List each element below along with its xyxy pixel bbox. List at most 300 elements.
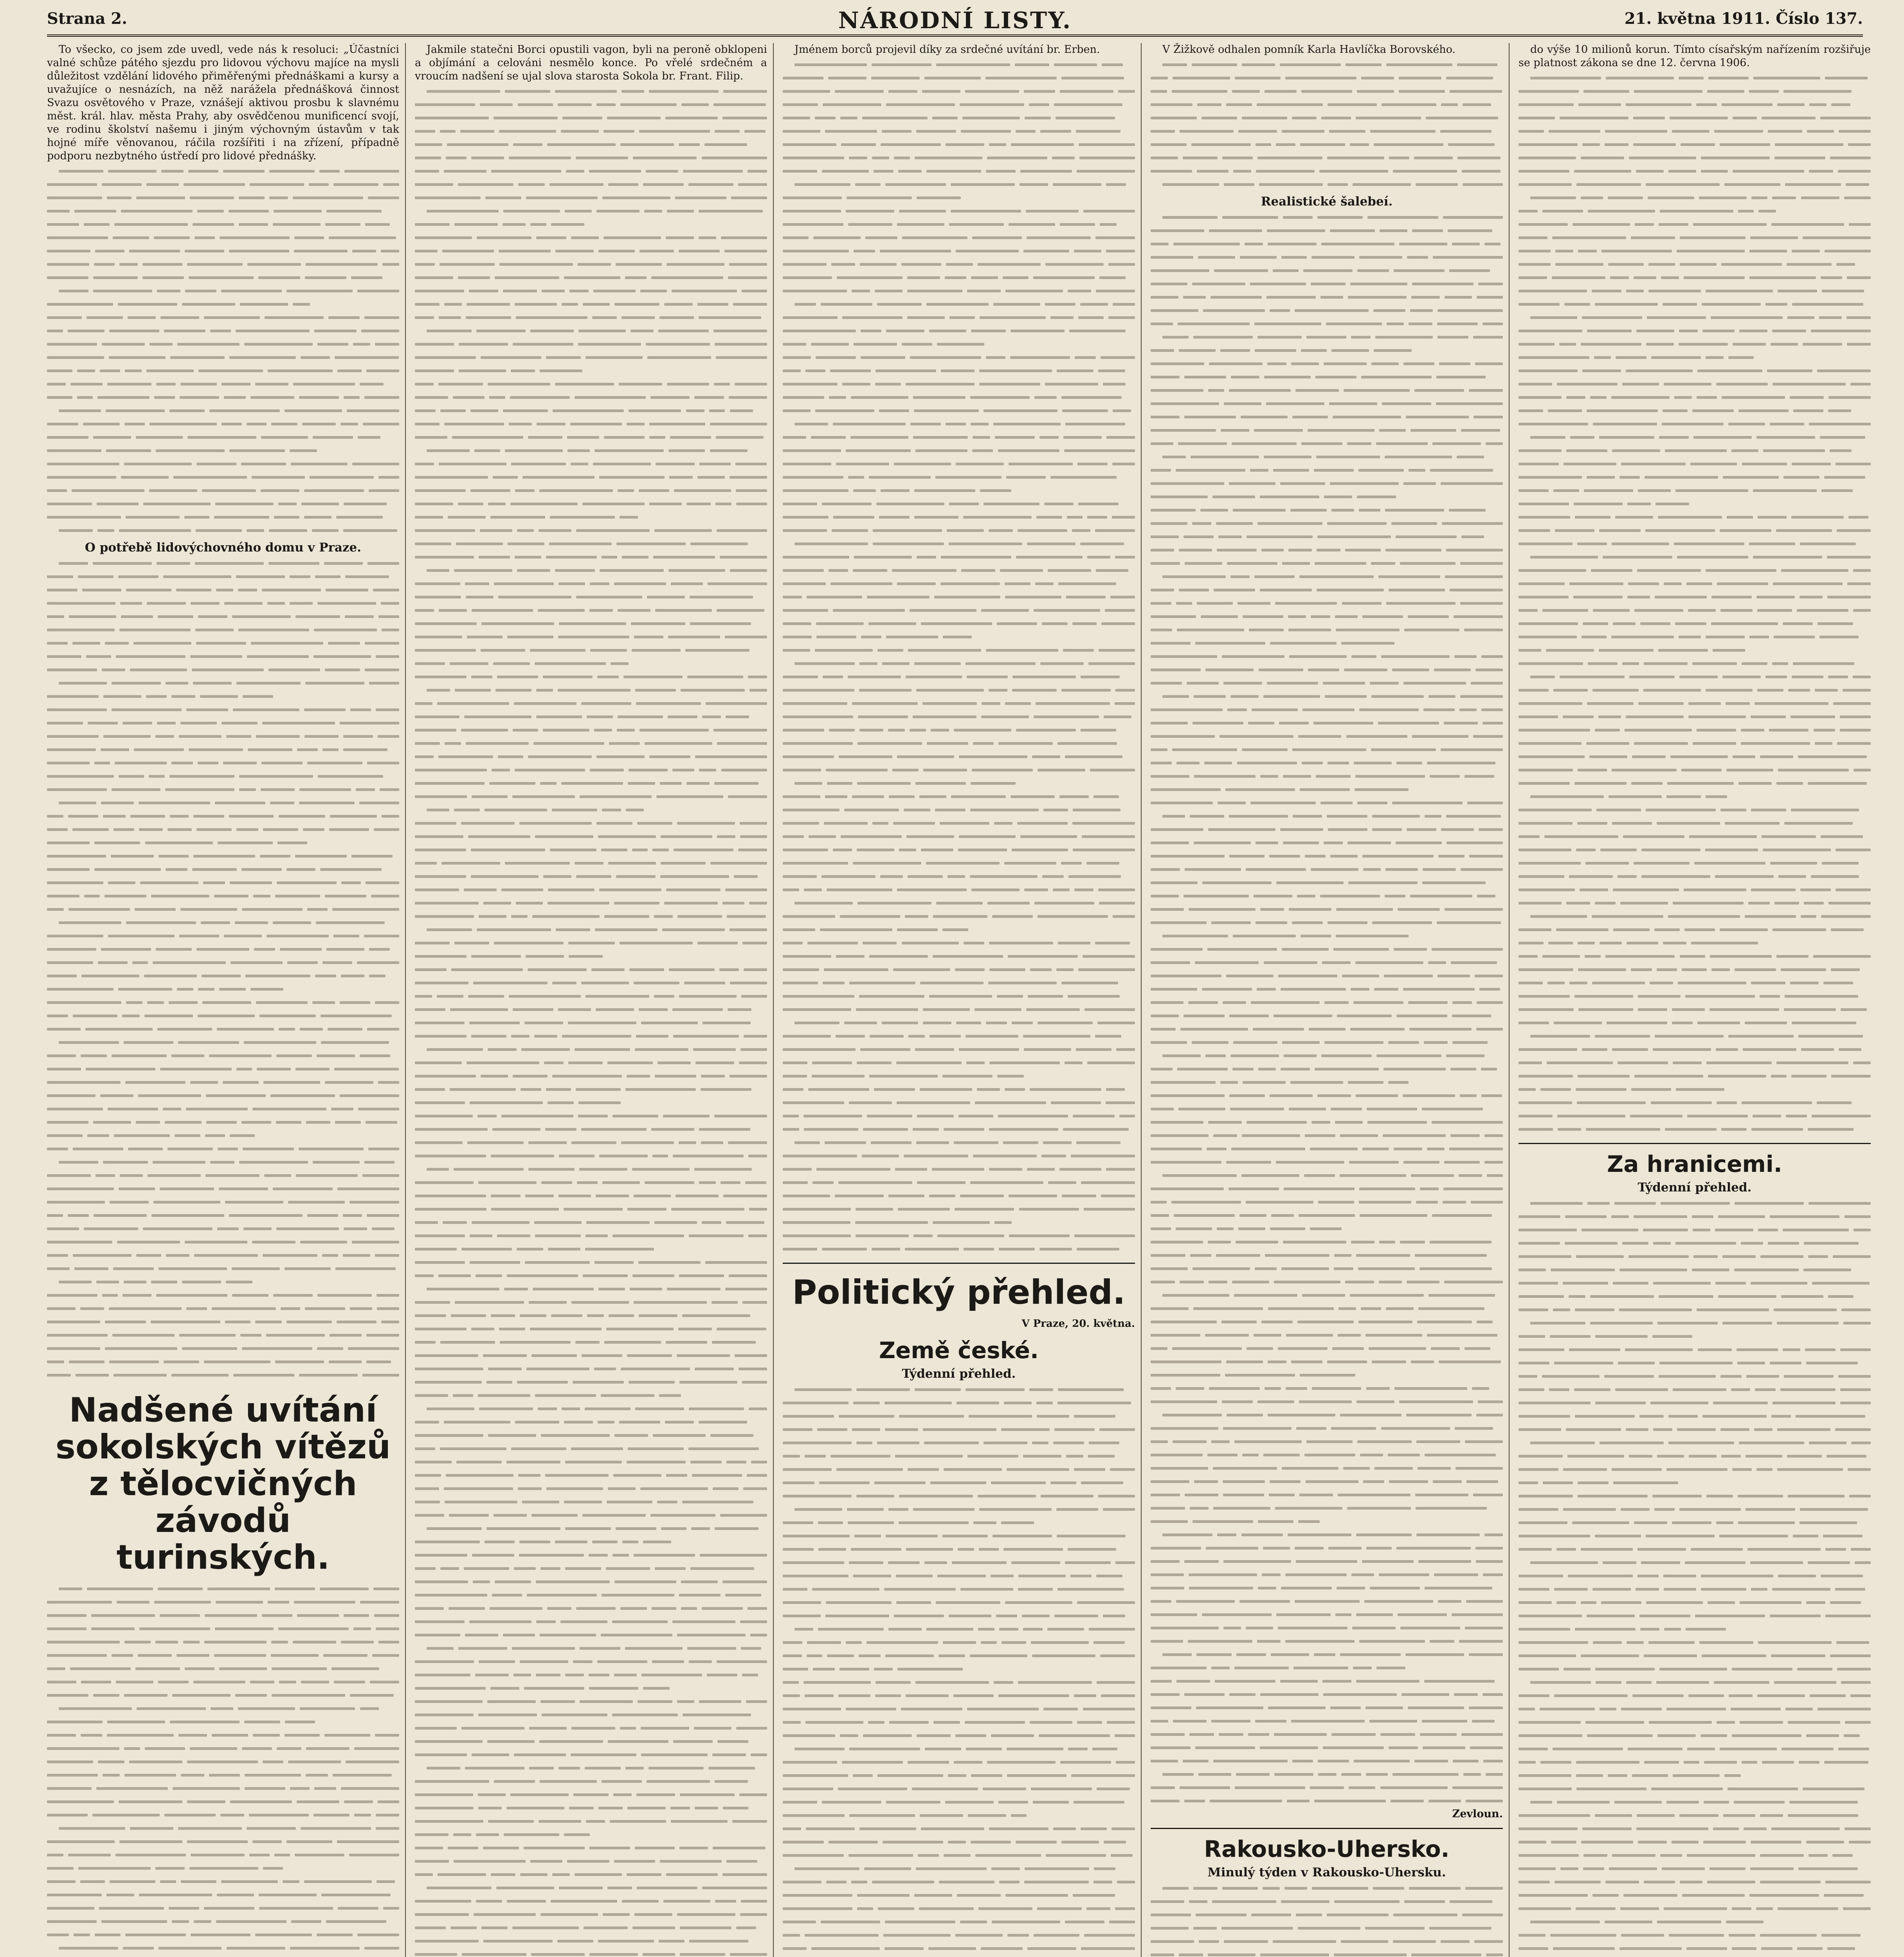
text-line (783, 1229, 1135, 1242)
text-line (1151, 410, 1503, 423)
text-line (1519, 590, 1871, 604)
text-line (47, 178, 399, 191)
text-line (1151, 1235, 1503, 1249)
text-line (415, 1522, 767, 1535)
text-line (415, 936, 767, 950)
text-line (415, 431, 767, 444)
text-line (47, 1808, 399, 1822)
text-line (783, 1436, 1135, 1449)
text-line (783, 936, 1135, 950)
text-line (415, 1309, 767, 1322)
text-line (415, 351, 767, 364)
text-line (415, 750, 767, 763)
text-line (1151, 823, 1503, 836)
text-line (415, 457, 767, 470)
text-line (415, 1296, 767, 1309)
text-line (783, 590, 1135, 604)
text-line (415, 1335, 767, 1349)
text-line (47, 244, 399, 258)
text-line (47, 863, 399, 876)
text-line (47, 1782, 399, 1795)
text-line (415, 1668, 767, 1681)
text-line (783, 1056, 1135, 1069)
text-line (1151, 1195, 1503, 1209)
text-line (1519, 1609, 1871, 1622)
text-line (1151, 530, 1503, 543)
text-line (415, 1442, 767, 1455)
column-5 (1519, 43, 1871, 1957)
text-line (47, 982, 399, 996)
text-line (47, 1036, 399, 1049)
text-line (47, 1368, 399, 1382)
text-line (415, 297, 767, 311)
text-line (47, 730, 399, 743)
text-line (1151, 889, 1503, 903)
text-line (1151, 1935, 1503, 1948)
text-line (1151, 676, 1503, 690)
text-line (47, 1222, 399, 1235)
text-line (1151, 58, 1503, 71)
text-line (47, 1062, 399, 1076)
text-line (1519, 1529, 1871, 1543)
column-rule (1509, 43, 1510, 1957)
text-line (783, 750, 1135, 763)
text-line (1151, 124, 1503, 138)
text-line (783, 497, 1135, 510)
text-line (783, 1516, 1135, 1529)
text-line (1151, 517, 1503, 530)
text-line (783, 431, 1135, 444)
text-line (1519, 1396, 1871, 1409)
text-line (783, 1622, 1135, 1636)
text-line (47, 1901, 399, 1915)
text-line (783, 1569, 1135, 1582)
article-text: To všecko, co jsem zde uvedl, vede nás k resoluci: „Účastníci valné schůze pátého sjezdu pro lidovou výchovu majíce na mysli důležitost vzdělání lidového přiměřenými přednáškami a kursy a uvažujíce o nesnázích, na něž narážela přednášková činnost Svazu osvětového v Praze, vznášejí aktivou prosbu k slavnému měst. král. hlav. města Prahy, aby osvědčenou munificencí svojí, ve rodinu školství našemu i jiným výchovným ústavům v tak hojné míře věnovanou, ráčila rozšířiti i na zřízení, případně podporu nezbytného ústředí pro lidové přednášky. (47, 43, 399, 162)
text-line (783, 297, 1135, 311)
text-line (1151, 1408, 1503, 1422)
text-line (1151, 1076, 1503, 1089)
text-line (1519, 843, 1871, 856)
text-line (783, 963, 1135, 976)
text-line (1151, 1328, 1503, 1342)
text-line (415, 550, 767, 564)
text-line (47, 258, 399, 271)
text-line (415, 1615, 767, 1628)
text-line (783, 1529, 1135, 1543)
text-line (1519, 1742, 1871, 1755)
text-line (783, 976, 1135, 989)
text-line (783, 843, 1135, 856)
text-line (47, 1715, 399, 1728)
text-line (1151, 769, 1503, 783)
text-line (1519, 151, 1871, 164)
text-body (47, 557, 399, 1382)
text-line (415, 989, 767, 1003)
text-line (783, 564, 1135, 577)
text-line (47, 1328, 399, 1342)
text-line (783, 1915, 1135, 1928)
text-line (1151, 610, 1503, 623)
text-line (415, 1003, 767, 1016)
text-line (783, 803, 1135, 816)
text-line (783, 550, 1135, 564)
section-headline: Politický přehled. (792, 1273, 1126, 1312)
text-line (1151, 178, 1503, 191)
text-line (1151, 1488, 1503, 1501)
text-line (415, 1469, 767, 1482)
text-line (415, 816, 767, 830)
text-line (415, 1841, 767, 1854)
text-line (415, 1162, 767, 1176)
text-line (783, 1676, 1135, 1689)
text-line (47, 676, 399, 690)
text-line (1151, 1102, 1503, 1115)
text-line (783, 391, 1135, 404)
text-line (1519, 803, 1871, 816)
text-line (47, 1195, 399, 1209)
text-line (415, 244, 767, 258)
text-line (1519, 1409, 1871, 1423)
text-line (415, 1415, 767, 1429)
text-line (1519, 1489, 1871, 1503)
text-line (47, 716, 399, 730)
text-line (1519, 1250, 1871, 1263)
text-line (47, 1609, 399, 1622)
text-line (1519, 1955, 1871, 1957)
text-line (1519, 1263, 1871, 1276)
text-line (415, 1562, 767, 1575)
text-line (415, 1322, 767, 1335)
text-line (1151, 264, 1503, 277)
text-line (1519, 1503, 1871, 1516)
article-text: V Žižkově odhalen pomník Karla Havlíčka Borovského. (1162, 43, 1456, 56)
text-line (47, 596, 399, 610)
text-line (47, 1302, 399, 1315)
text-line (783, 763, 1135, 777)
text-line (415, 870, 767, 883)
text-line (783, 324, 1135, 337)
text-line (1519, 497, 1871, 510)
text-line (1519, 790, 1871, 803)
text-line (415, 723, 767, 737)
text-line (1151, 1595, 1503, 1608)
text-line (1151, 1302, 1503, 1315)
text-line (1151, 384, 1503, 397)
text-line (1151, 903, 1503, 916)
text-line (1519, 577, 1871, 590)
text-line (415, 1588, 767, 1602)
text-line (1519, 670, 1871, 683)
article-text: do výše 10 milionů korun. Tímto císařským nařízením rozšiřuje se platnost zákona se dne 12. června 1906. (1519, 43, 1871, 69)
text-line (47, 1209, 399, 1222)
text-line (1151, 1908, 1503, 1921)
text-line (415, 138, 767, 151)
text-line (415, 1921, 767, 1934)
text-line (1519, 1210, 1871, 1223)
column-1 (47, 43, 399, 1957)
text-line (1519, 244, 1871, 258)
text-line (1519, 617, 1871, 630)
signature: Zevloun. (1452, 1808, 1503, 1820)
text-line (783, 923, 1135, 936)
text-line (1519, 1083, 1871, 1096)
text-line (1519, 883, 1871, 896)
text-line (1519, 1223, 1871, 1236)
text-line (1519, 1569, 1871, 1582)
column-3 (783, 43, 1135, 1957)
text-line (1151, 636, 1503, 650)
text-line (1151, 690, 1503, 703)
text-line (1519, 1290, 1871, 1303)
text-line (783, 244, 1135, 258)
text-line (1151, 1182, 1503, 1195)
text-line (47, 1262, 399, 1275)
text-line (47, 1822, 399, 1835)
text-line (415, 1149, 767, 1162)
text-line (1519, 1889, 1871, 1902)
text-line (47, 1635, 399, 1649)
text-line (1151, 503, 1503, 517)
text-line (415, 1362, 767, 1375)
text-line (1519, 537, 1871, 550)
text-line (1519, 364, 1871, 377)
text-line (1519, 923, 1871, 936)
text-line (1519, 777, 1871, 790)
text-line (1519, 271, 1871, 284)
text-line (1519, 963, 1871, 976)
text-line (1151, 1422, 1503, 1435)
text-line (47, 1941, 399, 1955)
text-line (47, 1848, 399, 1861)
text-line (783, 1029, 1135, 1043)
text-line (783, 1702, 1135, 1716)
text-line (1151, 1781, 1503, 1794)
text-line (1519, 524, 1871, 537)
text-line (1151, 663, 1503, 676)
text-line (47, 1649, 399, 1662)
text-line (415, 1735, 767, 1748)
text-line (783, 71, 1135, 85)
text-line (415, 204, 767, 218)
text-line (415, 124, 767, 138)
text-line (415, 1389, 767, 1402)
text-line (415, 630, 767, 643)
text-line (47, 1915, 399, 1928)
text-line (1519, 324, 1871, 337)
text-line (1151, 783, 1503, 796)
text-line (1519, 1109, 1871, 1123)
text-line (783, 1463, 1135, 1476)
text-line (1151, 1621, 1503, 1634)
text-body (783, 1383, 1135, 1957)
text-line (47, 570, 399, 583)
text-line (1151, 1062, 1503, 1076)
text-line (1519, 1343, 1871, 1356)
text-line (47, 284, 399, 297)
page-number: Strana 2. (47, 9, 128, 28)
section-subheading: O potřebě lidovýchovného domu v Praze. (85, 541, 362, 555)
text-line (1519, 484, 1871, 497)
text-line (1519, 750, 1871, 763)
text-line (1151, 317, 1503, 330)
text-line (1151, 1794, 1503, 1807)
text-line (1519, 1689, 1871, 1702)
text-line (783, 723, 1135, 737)
text-line (1519, 1875, 1871, 1889)
text-line (415, 1282, 767, 1296)
text-line (47, 849, 399, 863)
text-line (415, 590, 767, 604)
text-line (1151, 1009, 1503, 1022)
text-line (783, 1769, 1135, 1782)
text-line (1519, 297, 1871, 311)
text-line (1519, 763, 1871, 777)
text-line (47, 1275, 399, 1288)
text-line (1519, 1003, 1871, 1016)
text-line (47, 457, 399, 470)
text-line (1151, 1049, 1503, 1062)
text-line (415, 151, 767, 164)
text-line (783, 856, 1135, 870)
text-line (415, 1136, 767, 1149)
text-line (1151, 304, 1503, 317)
text-line (415, 950, 767, 963)
text-line (415, 271, 767, 284)
text-line (1151, 796, 1503, 809)
text-line (415, 231, 767, 244)
article-text: Jménem borců projevil díky za srdečné uvítání br. Erben. (794, 43, 1100, 56)
text-line (415, 1096, 767, 1109)
text-line (47, 1622, 399, 1635)
text-line (415, 1908, 767, 1921)
text-line (47, 364, 399, 377)
text-line (415, 1083, 767, 1096)
text-line (783, 910, 1135, 923)
text-line (47, 1288, 399, 1302)
text-line (47, 1089, 399, 1102)
column-rule (773, 43, 774, 1957)
text-line (783, 1449, 1135, 1463)
text-line (783, 1242, 1135, 1256)
text-line (783, 191, 1135, 204)
text-line (415, 1375, 767, 1389)
text-line (415, 164, 767, 178)
text-line (783, 1543, 1135, 1556)
text-line (1519, 391, 1871, 404)
text-line (1151, 211, 1503, 224)
text-line (1519, 976, 1871, 989)
text-line (415, 883, 767, 896)
text-line (1519, 1543, 1871, 1556)
text-line (415, 1176, 767, 1189)
text-line (47, 916, 399, 929)
text-line (783, 710, 1135, 723)
text-line (783, 1476, 1135, 1489)
text-line (783, 1849, 1135, 1862)
text-line (783, 231, 1135, 244)
text-line (783, 404, 1135, 417)
text-line (1519, 989, 1871, 1003)
text-line (1151, 1528, 1503, 1541)
text-line (47, 1702, 399, 1715)
text-line (1519, 191, 1871, 204)
text-line (1519, 1370, 1871, 1383)
text-line (1519, 457, 1871, 470)
text-line (415, 1681, 767, 1695)
text-line (415, 1123, 767, 1136)
text-line (1151, 1435, 1503, 1448)
text-body (783, 58, 1135, 1256)
text-line (415, 1349, 767, 1362)
text-line (1519, 870, 1871, 883)
divider (1151, 1828, 1503, 1829)
text-line (1151, 1448, 1503, 1461)
text-line (47, 889, 399, 903)
text-line (47, 417, 399, 431)
text-line (415, 364, 767, 377)
text-line (1519, 657, 1871, 670)
text-line (1519, 1755, 1871, 1769)
text-line (47, 623, 399, 636)
text-line (415, 577, 767, 590)
text-line (415, 191, 767, 204)
text-line (415, 1775, 767, 1788)
text-line (783, 1503, 1135, 1516)
text-line (1151, 982, 1503, 996)
text-line (1151, 1368, 1503, 1382)
text-line (47, 809, 399, 823)
text-line (1151, 490, 1503, 503)
text-line (47, 351, 399, 364)
section-subheading: Minulý týden v Rakousko-Uhersku. (1207, 1865, 1446, 1880)
text-line (415, 604, 767, 617)
text-line (47, 756, 399, 769)
text-line (47, 969, 399, 982)
text-line (1151, 370, 1503, 384)
text-line (1151, 1741, 1503, 1754)
text-line (1519, 697, 1871, 710)
text-line (1151, 1315, 1503, 1328)
text-line (1151, 1142, 1503, 1155)
text-line (783, 444, 1135, 457)
text-line (1151, 1661, 1503, 1674)
text-line (415, 111, 767, 124)
text-line (47, 610, 399, 623)
text-line (1519, 124, 1871, 138)
text-line (1519, 830, 1871, 843)
text-line (47, 311, 399, 324)
text-line (47, 191, 399, 204)
text-line (47, 391, 399, 404)
text-line (783, 1003, 1135, 1016)
text-line (1151, 1921, 1503, 1935)
text-body (1519, 1197, 1871, 1957)
text-line (47, 796, 399, 809)
text-line (415, 1828, 767, 1841)
text-line (415, 1575, 767, 1588)
text-line (783, 1902, 1135, 1915)
text-line (47, 1928, 399, 1941)
text-line (1151, 1395, 1503, 1408)
text-line (415, 856, 767, 870)
text-line (415, 497, 767, 510)
text-line (415, 1548, 767, 1562)
section-headline: Za hranicemi. (1607, 1151, 1782, 1177)
text-line (1519, 737, 1871, 750)
text-line (1519, 1043, 1871, 1056)
text-line (1151, 277, 1503, 290)
column-2 (415, 43, 767, 1957)
